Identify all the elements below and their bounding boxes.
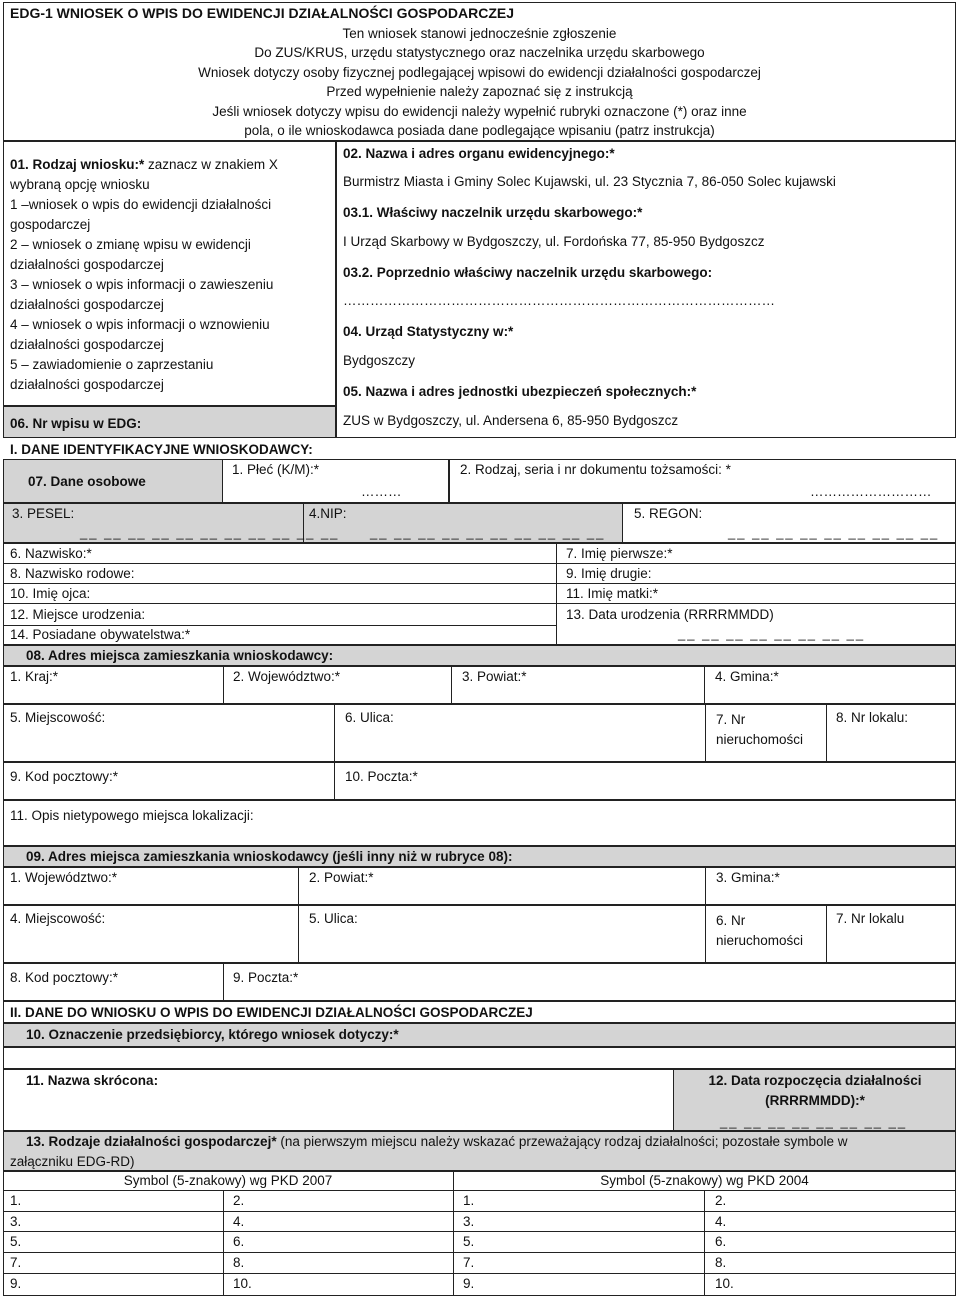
section-01-instruction: zaznacz w znakiem X: [144, 157, 278, 172]
pkd2004-cell[interactable]: 2.: [715, 1193, 727, 1208]
option-3[interactable]: 3 – wniosek o wpis informacji o zawieszeniu działalności gospodarczej: [10, 277, 274, 312]
section-09-row2: [3, 905, 956, 963]
document-value[interactable]: ………………………: [810, 484, 932, 499]
section-10-field[interactable]: [3, 1047, 956, 1069]
header-instructions: [3, 24, 956, 140]
start-date-input[interactable]: __ __ __ __ __ __ __ __: [720, 1114, 908, 1129]
section-II-heading: II. DANE DO WNIOSKU O WPIS DO EWIDENCJI DZIAŁALNOŚCI GOSPODARCZEJ: [10, 1005, 533, 1020]
section-10-label: 10. Oznaczenie przedsiębiorcy, którego wniosek dotyczy:*: [26, 1027, 399, 1042]
voivodeship-field[interactable]: 2. Województwo:*: [233, 669, 341, 684]
start-date-label-2: (RRRRMMDD):*: [765, 1093, 865, 1108]
pkd2004-cell[interactable]: 1.: [463, 1193, 475, 1208]
second-name-label[interactable]: 9. Imię drugie:: [566, 566, 652, 581]
header-line: Przed wypełnienie należy zapoznać się z instrukcją: [326, 84, 633, 100]
header-line: Ten wniosek stanowi jednocześnie zgłoszenie: [342, 26, 617, 41]
start-date-label-1: 12. Data rozpoczęcia działalności: [708, 1073, 922, 1088]
pkd2004-cell[interactable]: 4.: [715, 1214, 727, 1229]
section-032-value[interactable]: ……………………………………………………………………………………: [343, 293, 775, 308]
header-line: Jeśli wniosek dotyczy wpisu do ewidencji należy wypełnić rubryki oznaczone (*) oraz inne: [212, 103, 747, 119]
pesel-label: 3. PESEL:: [12, 506, 75, 521]
option-2[interactable]: 2 – wniosek o zmianę wpisu w ewidencji działalności gospodarczej: [10, 237, 251, 272]
pesel-input[interactable]: __ __ __ __ __ __ __ __ __ __ __: [80, 525, 340, 540]
section-032-label: 03.2. Poprzednio właściwy naczelnik urzędu skarbowego:: [343, 265, 713, 280]
section-031-label: 03.1. Właściwy naczelnik urzędu skarbowego:*: [343, 205, 643, 220]
post-office-field[interactable]: 10. Poczta:*: [345, 769, 418, 784]
pkd2004-cell[interactable]: 9.: [463, 1276, 475, 1291]
section-08-row3: [3, 762, 956, 800]
pkd2007-cell[interactable]: 3.: [10, 1214, 22, 1229]
pkd2007-header: Symbol (5-znakowy) wg PKD 2007: [123, 1173, 333, 1188]
section-I-heading: I. DANE IDENTYFIKACYJNE WNIOSKODAWCY:: [10, 442, 313, 457]
section-09-row3: [3, 963, 956, 1001]
birth-surname-label[interactable]: 8. Nazwisko rodowe:: [10, 566, 135, 581]
pkd2004-cell[interactable]: 8.: [715, 1255, 727, 1270]
section-05-value[interactable]: ZUS w Bydgoszczy, ul. Andersena 6, 85-950 Bydgoszcz: [343, 413, 679, 428]
mother-name-label[interactable]: 11. Imię matki:*: [566, 586, 659, 601]
house-number-field[interactable]: 7. Nr nieruchomości: [716, 712, 804, 747]
pkd2007-cell[interactable]: 8.: [233, 1255, 245, 1270]
section-08-row2: [3, 704, 956, 762]
pkd2007-cell[interactable]: 10.: [233, 1276, 252, 1291]
pkd2004-header: Symbol (5-znakowy) wg PKD 2004: [600, 1173, 809, 1188]
regon-label: 5. REGON:: [634, 506, 703, 521]
pkd2004-cell[interactable]: 3.: [463, 1214, 475, 1229]
section-07-label: 07. Dane osobowe: [28, 474, 146, 489]
header-line: Wniosek dotyczy osoby fizycznej podlegającej wpisowi do ewidencji działalności gospodarczej: [198, 64, 761, 80]
option-5[interactable]: 5 – zawiadomienie o zaprzestaniu działalności gospodarczej: [10, 357, 214, 392]
county-field[interactable]: 3. Powiat:*: [462, 669, 527, 684]
alt-locality-field[interactable]: 4. Miejscowość:: [10, 911, 106, 926]
street-field[interactable]: 6. Ulica:: [345, 710, 394, 725]
header-line: Do ZUS/KRUS, urzędu statystycznego oraz naczelnika urzędu skarbowego: [254, 45, 705, 61]
section-01-instruction-2: wybraną opcję wniosku: [10, 177, 150, 192]
alt-street-field[interactable]: 5. Ulica:: [309, 911, 358, 926]
section-06-label: 06. Nr wpisu w EDG:: [10, 416, 142, 431]
section-08-label: 08. Adres miejsca zamieszkania wnioskodawcy:: [26, 648, 334, 663]
alt-postal-code-field[interactable]: 8. Kod pocztowy:*: [10, 970, 119, 985]
section-13-description-2: załączniku EDG-RD): [10, 1154, 135, 1169]
section-01: [10, 155, 278, 395]
regon-input[interactable]: __ __ __ __ __ __ __ __ __: [728, 525, 940, 540]
section-13-label: 13. Rodzaje działalności gospodarczej*: [26, 1134, 277, 1149]
birth-date-label: 13. Data urodzenia (RRRRMMDD): [566, 607, 774, 622]
pkd2007-cell[interactable]: 4.: [233, 1214, 245, 1229]
nip-label: 4.NIP:: [309, 506, 347, 521]
section-02-label: 02. Nazwa i adres organu ewidencyjnego:*: [343, 146, 615, 161]
sex-label: 1. Płeć (K/M):*: [232, 462, 320, 477]
pkd2007-cell[interactable]: 7.: [10, 1255, 22, 1270]
header-line: pola, o ile wnioskodawca posiada dane podlegające wpisaniu (patrz instrukcja): [244, 123, 715, 139]
commune-field[interactable]: 4. Gmina:*: [715, 669, 779, 684]
pkd2004-cell[interactable]: 10.: [715, 1276, 734, 1291]
birth-date-input[interactable]: __ __ __ __ __ __ __ __: [678, 626, 866, 641]
section-02-value[interactable]: Burmistrz Miasta i Gminy Solec Kujawski, ul. 23 Stycznia 7, 86-050 Solec kujawski: [343, 174, 836, 189]
flat-number-field[interactable]: 8. Nr lokalu:: [836, 710, 909, 725]
pkd2004-cell[interactable]: 6.: [715, 1234, 727, 1249]
section-13-description: 13. Rodzaje działalności gospodarczej* (na pierwszym miejscu należy wskazać przeważający rodzaj działalności; pozostałe symbole w: [26, 1134, 848, 1149]
birth-place-label[interactable]: 12. Miejsce urodzenia:: [10, 607, 146, 622]
locality-field[interactable]: 5. Miejscowość:: [10, 710, 106, 725]
pkd2007-cell[interactable]: 6.: [233, 1234, 245, 1249]
citizenship-label[interactable]: 14. Posiadane obywatelstwa:*: [10, 627, 191, 642]
postal-code-field[interactable]: 9. Kod pocztowy:*: [10, 769, 119, 784]
alt-flat-number-field[interactable]: 7. Nr lokalu: [836, 911, 905, 926]
pkd2007-cell[interactable]: 5.: [10, 1234, 22, 1249]
section-031-value[interactable]: I Urząd Skarbowy w Bydgoszczy, ul. Fordońska 77, 85-950 Bydgoszcz: [343, 234, 765, 249]
pkd2007-cell[interactable]: 2.: [233, 1193, 245, 1208]
document-label: 2. Rodzaj, seria i nr dokumentu tożsamości: *: [460, 462, 731, 477]
alt-county-field[interactable]: 2. Powiat:*: [309, 870, 374, 885]
location-description-field[interactable]: 11. Opis nietypowego miejsca lokalizacji:: [10, 808, 254, 823]
section-05-label: 05. Nazwa i adres jednostki ubezpieczeń społecznych:*: [343, 384, 697, 399]
section-09-label: 09. Adres miejsca zamieszkania wnioskodawcy (jeśli inny niż w rubryce 08):: [26, 849, 513, 864]
form-title: EDG-1 WNIOSEK O WPIS DO EWIDENCJI DZIAŁALNOŚCI GOSPODARCZEJ: [10, 5, 515, 21]
pkd2004-cell[interactable]: 5.: [463, 1234, 475, 1249]
alt-house-number-field[interactable]: 6. Nr nieruchomości: [716, 913, 804, 948]
first-name-label[interactable]: 7. Imię pierwsze:*: [566, 546, 673, 561]
section-01-label: 01. Rodzaj wniosku:*: [10, 157, 145, 172]
father-name-label[interactable]: 10. Imię ojca:: [10, 586, 91, 601]
pkd2007-cell[interactable]: 9.: [10, 1276, 22, 1291]
pkd2004-cell[interactable]: 7.: [463, 1255, 475, 1270]
section-04-label: 04. Urząd Statystyczny w:*: [343, 324, 514, 339]
section-04-value[interactable]: Bydgoszczy: [343, 353, 416, 368]
sex-value[interactable]: ………: [361, 484, 402, 499]
alt-voivodeship-field[interactable]: 1. Województwo:*: [10, 870, 118, 885]
option-4[interactable]: 4 – wniosek o wpis informacji o wznowieniu działalności gospodarczej: [10, 317, 270, 352]
country-field[interactable]: 1. Kraj:*: [10, 669, 59, 684]
section-09-row1: [3, 867, 956, 905]
alt-post-office-field[interactable]: 9. Poczta:*: [233, 970, 299, 985]
short-name-label: 11. Nazwa skrócona:: [26, 1073, 159, 1088]
option-1[interactable]: 1 –wniosek o wpis do ewidencji działalności gospodarczej: [10, 197, 272, 232]
alt-commune-field[interactable]: 3. Gmina:*: [716, 870, 780, 885]
nip-input[interactable]: __ __ __ __ __ __ __ __ __ __: [370, 525, 606, 540]
pkd2007-cell[interactable]: 1.: [10, 1193, 22, 1208]
surname-label[interactable]: 6. Nazwisko:*: [10, 546, 92, 561]
